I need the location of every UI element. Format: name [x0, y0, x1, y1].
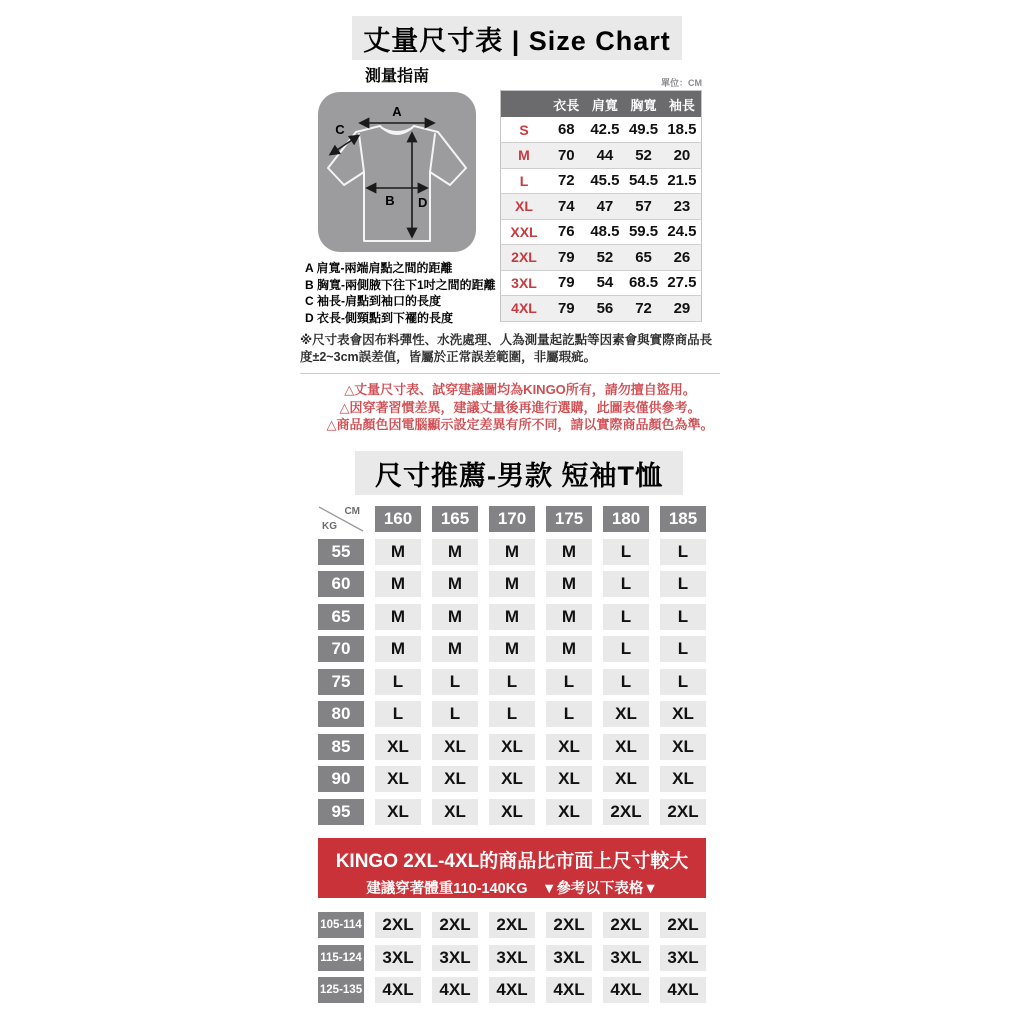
- legend-line: D 衣長-側頸點到下襬的長度: [305, 310, 453, 325]
- recommend-size-cell: 2XL: [603, 799, 649, 825]
- weight-row-header: 90: [318, 766, 364, 792]
- size-table-row: [501, 270, 702, 296]
- recommend-size-cell: M: [432, 636, 478, 662]
- oversize-banner: [318, 838, 706, 898]
- corner-cm-label: CM: [344, 506, 360, 517]
- recommend-size-cell: M: [375, 636, 421, 662]
- weight-range-header: 105-114: [318, 912, 364, 938]
- tshirt-diagram-svg: [318, 92, 476, 252]
- size-recommend-table: [318, 506, 706, 825]
- size-value: 27.5: [667, 274, 697, 292]
- height-col-header: 175: [546, 506, 592, 532]
- size-label: 3XL: [511, 274, 537, 291]
- weight-range-header: 115-124: [318, 945, 364, 971]
- weight-row-header: 70: [318, 636, 364, 662]
- heavy-size-cell: 3XL: [660, 945, 706, 971]
- size-table-row: [501, 143, 702, 169]
- label-a: A: [392, 104, 402, 119]
- size-label: XXL: [510, 223, 538, 240]
- size-value: 76: [557, 223, 575, 241]
- size-label: 4XL: [511, 300, 537, 317]
- recommend-size-cell: L: [489, 669, 535, 695]
- measure-arrows: [331, 123, 433, 236]
- tshirt-outline-icon: [328, 126, 466, 241]
- recommend-size-cell: M: [546, 539, 592, 565]
- height-col-header: 165: [432, 506, 478, 532]
- size-value: 65: [635, 248, 652, 266]
- recommend-size-cell: L: [660, 604, 706, 630]
- recommend-size-cell: L: [603, 571, 649, 597]
- heavy-size-cell: 2XL: [603, 912, 649, 938]
- size-value: 68: [557, 121, 575, 138]
- weight-range-header: 125-135: [318, 977, 364, 1003]
- measurement-legend: [305, 260, 496, 326]
- recommend-size-cell: L: [660, 636, 706, 662]
- height-col-header: 180: [603, 506, 649, 532]
- recommend-size-cell: L: [432, 701, 478, 727]
- size-value: 72: [557, 172, 575, 190]
- size-value: 79: [557, 299, 575, 317]
- size-value: 48.5: [590, 223, 620, 241]
- heavy-size-table: [318, 912, 706, 1003]
- banner-line1: KINGO 2XL-4XL的商品比市面上尺寸較大: [335, 851, 689, 872]
- recommend-size-cell: XL: [432, 799, 478, 825]
- size-value: 56: [596, 299, 614, 317]
- size-table: [500, 90, 702, 322]
- heavy-size-cell: 4XL: [375, 977, 421, 1003]
- recommend-size-cell: M: [489, 636, 535, 662]
- weight-row-header: 80: [318, 701, 364, 727]
- heavy-size-cell: 4XL: [660, 977, 706, 1003]
- recommend-size-cell: M: [432, 539, 478, 565]
- recommend-size-cell: XL: [603, 701, 649, 727]
- label-c: C: [335, 122, 345, 137]
- size-table-row: [501, 117, 702, 143]
- recommend-size-cell: M: [375, 539, 421, 565]
- size-value: 52: [596, 248, 614, 266]
- corner-kg-label: KG: [322, 521, 337, 532]
- recommend-size-cell: XL: [375, 799, 421, 825]
- banner-line2: 建議穿著體重110-140KG ▼參考以下表格▼: [366, 881, 658, 897]
- heavy-size-cell: 3XL: [546, 945, 592, 971]
- size-label: S: [519, 121, 529, 138]
- recommend-size-cell: M: [489, 539, 535, 565]
- page-title: 丈量尺寸表 | Size Chart: [352, 16, 682, 60]
- divider-line: [300, 373, 720, 374]
- weight-row-header: 85: [318, 734, 364, 760]
- recommend-size-cell: L: [660, 669, 706, 695]
- recommend-size-cell: L: [546, 701, 592, 727]
- recommend-size-cell: L: [432, 669, 478, 695]
- heavy-size-cell: 4XL: [489, 977, 535, 1003]
- warning-line: △商品顏色因電腦顯示設定差異有所不同，請以實際商品顏色為準。: [326, 417, 714, 432]
- size-value: 20: [673, 146, 691, 164]
- size-value: 54.5: [628, 172, 659, 190]
- recommend-size-cell: XL: [660, 734, 706, 760]
- recommend-size-cell: M: [489, 571, 535, 597]
- weight-row-header: 55: [318, 539, 364, 565]
- size-value: 26: [673, 248, 691, 266]
- recommend-size-cell: M: [432, 604, 478, 630]
- heavy-size-cell: 4XL: [432, 977, 478, 1003]
- heavy-size-cell: 3XL: [375, 945, 421, 971]
- size-table-row: [501, 245, 702, 271]
- heavy-size-cell: 3XL: [432, 945, 478, 971]
- heavy-size-cell: 3XL: [603, 945, 649, 971]
- size-value: 44: [596, 146, 614, 164]
- size-value: 59.5: [628, 223, 659, 241]
- warning-notes: [0, 381, 1024, 434]
- size-value: 24.5: [667, 223, 697, 241]
- legend-line: A 肩寬-兩端肩點之間的距離: [305, 261, 453, 275]
- recommend-size-cell: XL: [375, 766, 421, 792]
- size-value: 52: [635, 146, 652, 164]
- height-col-header: 170: [489, 506, 535, 532]
- recommend-size-cell: XL: [546, 734, 592, 760]
- unit-label: 單位：CM: [661, 78, 702, 88]
- recommend-size-cell: XL: [375, 734, 421, 760]
- heavy-size-cell: 2XL: [546, 912, 592, 938]
- size-value: 70: [557, 146, 575, 164]
- recommend-size-cell: M: [546, 571, 592, 597]
- size-value: 72: [635, 299, 652, 317]
- size-label: L: [519, 172, 529, 189]
- recommend-size-cell: XL: [489, 799, 535, 825]
- recommend-size-cell: XL: [546, 766, 592, 792]
- size-label: 2XL: [511, 249, 537, 266]
- legend-line: B 胸寬-兩側腋下往下1吋之間的距離: [305, 277, 496, 292]
- warning-line: △丈量尺寸表、試穿建議圖均為KINGO所有，請勿擅自盜用。: [344, 382, 696, 397]
- label-b: B: [385, 193, 395, 208]
- disclaimer-note: ※尺寸表會因布料彈性、水洗處理、人為測量起訖點等因素會與實際商品長度±2~3cm誤差值，皆屬於正常誤差範圍，非屬瑕疵。: [300, 333, 713, 364]
- recommend-size-cell: 2XL: [660, 799, 706, 825]
- heavy-size-cell: 2XL: [489, 912, 535, 938]
- size-value: 42.5: [590, 121, 620, 138]
- size-table-row: [501, 168, 702, 194]
- recommend-size-cell: XL: [660, 701, 706, 727]
- height-col-header: 185: [660, 506, 706, 532]
- weight-row-header: 65: [318, 604, 364, 630]
- recommend-size-cell: M: [375, 571, 421, 597]
- size-table-col-header: 胸寬: [624, 91, 663, 118]
- measure-guide-title: 測量指南: [364, 68, 429, 85]
- recommend-size-cell: XL: [603, 734, 649, 760]
- recommend-size-cell: XL: [603, 766, 649, 792]
- recommend-size-cell: XL: [489, 734, 535, 760]
- size-table-col-header: 肩寬: [586, 91, 625, 118]
- recommend-title: 尺寸推薦-男款 短袖T恤: [355, 451, 683, 495]
- heavy-size-cell: 4XL: [603, 977, 649, 1003]
- size-value: 57: [635, 197, 652, 215]
- recommend-size-cell: L: [375, 701, 421, 727]
- size-value: 21.5: [667, 172, 697, 190]
- corner-cell: [318, 506, 364, 532]
- weight-row-header: 60: [318, 571, 364, 597]
- size-value: 49.5: [628, 121, 659, 138]
- size-value: 47: [596, 197, 614, 215]
- heavy-size-cell: 2XL: [375, 912, 421, 938]
- size-value: 68.5: [628, 274, 659, 292]
- size-table-row: [501, 194, 702, 220]
- height-col-header: 160: [375, 506, 421, 532]
- recommend-size-cell: M: [546, 636, 592, 662]
- size-value: 29: [673, 299, 691, 317]
- recommend-size-cell: M: [489, 604, 535, 630]
- recommend-size-cell: L: [603, 539, 649, 565]
- heavy-size-cell: 2XL: [660, 912, 706, 938]
- recommend-size-cell: L: [489, 701, 535, 727]
- tshirt-measurement-diagram: [318, 92, 476, 252]
- size-value: 79: [557, 248, 575, 266]
- size-value: 23: [673, 197, 691, 215]
- size-table-row: [501, 296, 702, 322]
- size-value: 45.5: [590, 172, 620, 190]
- recommend-size-cell: XL: [489, 766, 535, 792]
- recommend-size-cell: M: [546, 604, 592, 630]
- recommend-size-cell: XL: [432, 734, 478, 760]
- recommend-size-cell: L: [660, 571, 706, 597]
- warning-line: △因穿著習慣差異，建議丈量後再進行選購，此圖表僅供參考。: [339, 399, 701, 415]
- heavy-size-cell: 3XL: [489, 945, 535, 971]
- weight-row-header: 75: [318, 669, 364, 695]
- size-col-blank-header: [501, 91, 548, 118]
- recommend-size-cell: L: [603, 669, 649, 695]
- legend-line: C 袖長-肩點到袖口的長度: [305, 294, 441, 308]
- size-table-row: [501, 219, 702, 245]
- recommend-size-cell: XL: [660, 766, 706, 792]
- recommend-size-cell: L: [603, 604, 649, 630]
- size-table-col-header: 衣長: [547, 91, 586, 118]
- size-value: 74: [557, 197, 575, 215]
- recommend-size-cell: XL: [432, 766, 478, 792]
- size-table-header: [501, 91, 702, 118]
- recommend-size-cell: L: [546, 669, 592, 695]
- recommend-size-cell: L: [660, 539, 706, 565]
- size-value: 54: [596, 274, 614, 292]
- weight-row-header: 95: [318, 799, 364, 825]
- size-value: 79: [557, 274, 575, 292]
- heavy-size-cell: 4XL: [546, 977, 592, 1003]
- size-table-col-header: 袖長: [663, 91, 702, 118]
- label-d: D: [418, 195, 428, 210]
- recommend-size-cell: XL: [546, 799, 592, 825]
- size-label: M: [518, 147, 530, 164]
- size-value: 18.5: [667, 121, 697, 138]
- recommend-size-cell: L: [603, 636, 649, 662]
- recommend-size-cell: L: [375, 669, 421, 695]
- recommend-size-cell: M: [432, 571, 478, 597]
- size-label: XL: [515, 198, 533, 215]
- heavy-size-cell: 2XL: [432, 912, 478, 938]
- recommend-size-cell: M: [375, 604, 421, 630]
